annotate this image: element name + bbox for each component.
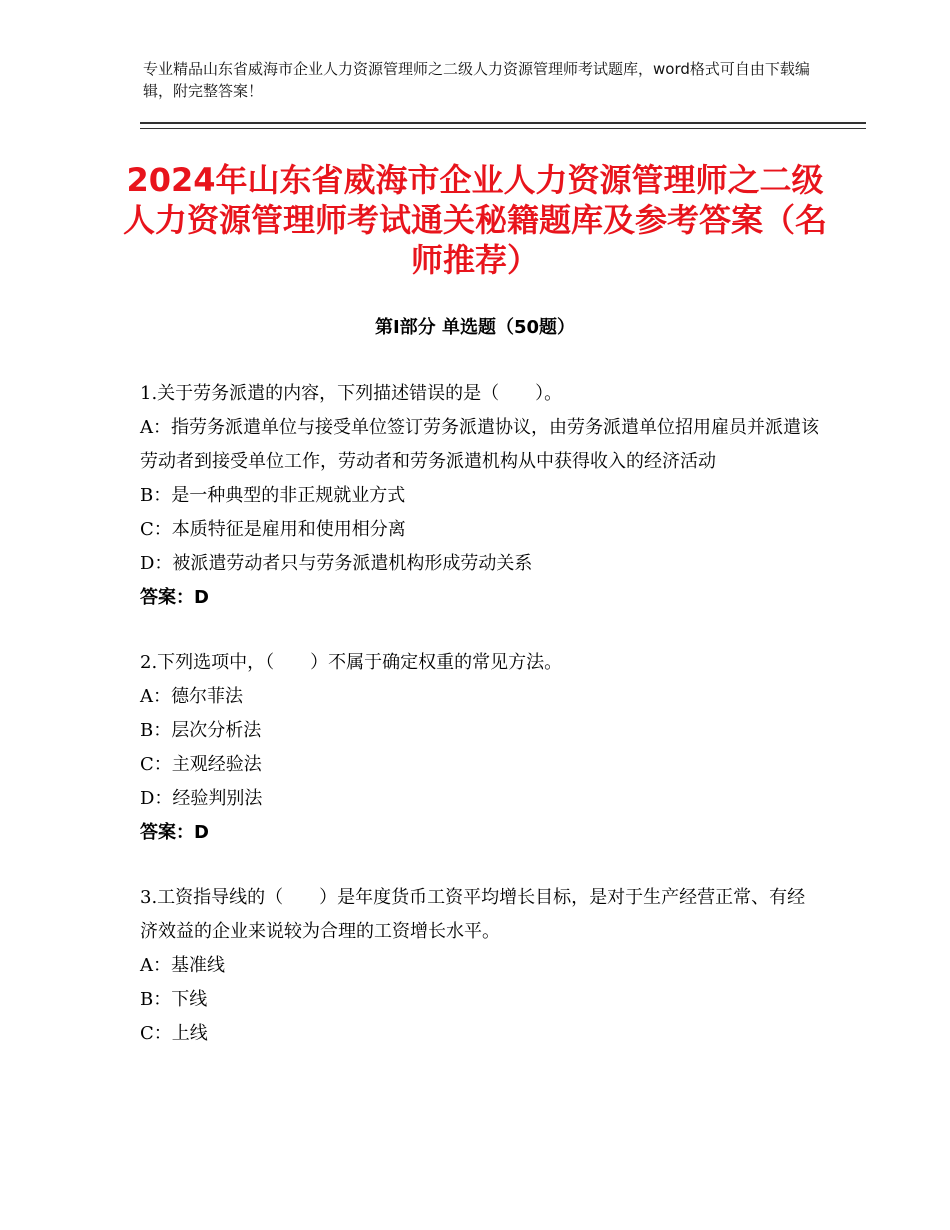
option-d: D：被派遣劳动者只与劳务派遣机构形成劳动关系 [140,553,533,574]
option-c: C：上线 [140,1023,208,1044]
answer: 答案：D [140,587,209,608]
question-stem: 1.关于劳务派遣的内容，下列描述错误的是（ ）。 [140,383,563,404]
answer: 答案：D [140,822,209,843]
question-stem: 3.工资指导线的（ ）是年度货币工资平均增长目标，是对于生产经营正常、有经济效益的企业来说较为合理的工资增长水平。 [140,887,806,942]
question-2 [140,646,820,850]
question-stem: 2.下列选项中，（ ）不属于确定权重的常见方法。 [140,652,563,673]
option-c: C：本质特征是雇用和使用相分离 [140,519,406,540]
option-a: A：德尔菲法 [140,686,243,707]
section-title: 第Ⅰ部分 单选题（50题） [374,317,575,338]
question-list [140,377,820,1082]
header-divider [140,122,866,129]
option-b: B：层次分析法 [140,720,262,741]
question-1 [140,377,820,615]
option-a: A：指劳务派遣单位与接受单位签订劳务派遣协议，由劳务派遣单位招用雇员并派遣该劳动者到接受单位工作，劳动者和劳务派遣机构从中获得收入的经济活动 [140,417,819,472]
header-note: 专业精品山东省威海市企业人力资源管理师之二级人力资源管理师考试题库，word格式可自由下载编辑，附完整答案！ [143,60,810,100]
document-title: 2024年山东省威海市企业人力资源管理师之二级人力资源管理师考试通关秘籍题库及参考答案（名师推荐） [122,161,827,279]
option-a: A：基准线 [140,955,225,976]
option-c: C：主观经验法 [140,754,262,775]
option-d: D：经验判别法 [140,788,263,809]
option-b: B：是一种典型的非正规就业方式 [140,485,406,506]
option-b: B：下线 [140,989,208,1010]
question-3 [140,881,820,1051]
